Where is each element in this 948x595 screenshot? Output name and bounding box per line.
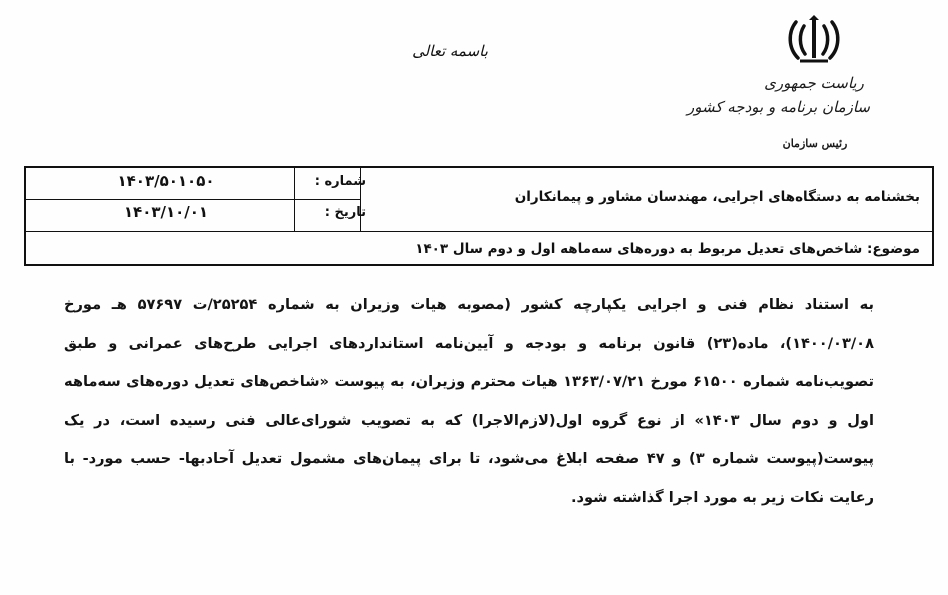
divider-subject [26,231,932,232]
subject-line: موضوع: شاخص‌های تعدیل مربوط به دوره‌های سه‌ماهه اول و دوم سال ۱۴۰۳ [415,241,920,257]
divider-label [294,168,295,232]
bismillah-heading: باسمه تعالی [412,42,488,60]
number-value: ۱۴۰۳/۵۰۱۰۵۰ [117,172,215,190]
iran-emblem-icon [786,14,842,66]
org-title: رئیس سازمان [782,137,848,150]
org-name-line-1: ریاست جمهوری [764,74,864,92]
org-name-line-2: سازمان برنامه و بودجه کشور [686,98,870,116]
divider-number-date [26,199,360,200]
recipient-line: بخشنامه به دستگاه‌های اجرایی، مهندسان مشاور و پیمانکاران [514,189,920,205]
date-value: ۱۴۰۳/۱۰/۰۱ [123,203,209,221]
body-paragraph: به استناد نظام فنی و اجرایی یکپارچه کشور (مصوبه هیات وزیران به شماره ۲۵۲۵۴/ت ۵۷۶۹۷ هـ مورخ ۱۴۰۰/۰۳/۰۸)، ماده(۲۳) قانون برنامه و بودجه و آیین‌نامه استانداردهای اجرایی طرح‌های عمرانی و طبق تصویب‌نامه شماره ۶۱۵۰۰ مورخ ۱۳۶۳/۰۷/۲۱ هیات محترم وزیران، به پیوست «شاخص‌های تعدیل دوره‌های سه‌ماهه اول و دوم سال ۱۴۰۳» از نوع گروه اول(لازم‌الاجرا) که به تصویب شورای‌عالی فنی رسیده است، در یک پیوست(پیوست شماره ۳) و ۴۷ صفحه ابلاغ می‌شود، تا برای پیمان‌های مشمول تعدیل آحادبها- حسب مورد- با رعایت نکات زیر به مورد اجرا گذاشته شود. [64,296,875,506]
date-label: تاریخ : [324,205,366,220]
letter-info-box [24,166,934,266]
number-label: شماره : [314,174,366,189]
